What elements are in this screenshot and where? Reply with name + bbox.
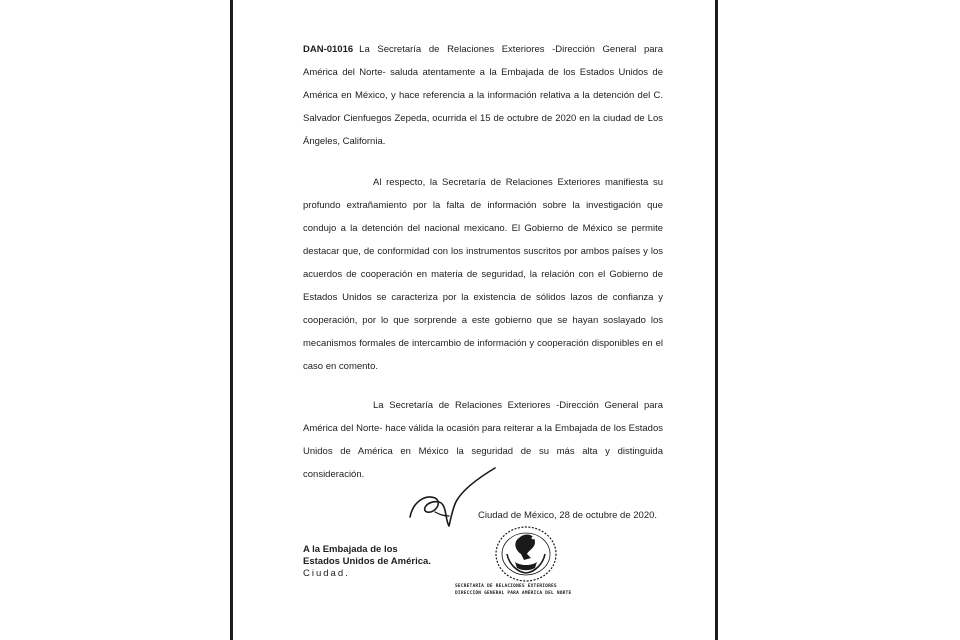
addressee-line-3: Ciudad.: [303, 568, 350, 579]
seal-caption-line-1: SECRETARÍA DE RELACIONES EXTERIORES: [455, 584, 557, 589]
document-reference: DAN-01016: [303, 44, 354, 55]
seal-caption-line-2: DIRECCIÓN GENERAL PARA AMÉRICA DEL NORTE: [455, 591, 572, 596]
addressee-line-1: A la Embajada de los: [303, 544, 398, 555]
seal-caption: [455, 583, 595, 597]
place-date: Ciudad de México, 28 de octubre de 2020.: [478, 510, 658, 521]
paragraph-3-text: La Secretaría de Relaciones Exteriores -Dirección General para América del Norte- hace válida la ocasión para reiterar a la Embajada de los Estados Unidos de América en México la seguridad de su más alta y distinguida consideración.: [303, 400, 663, 480]
paragraph-1: [303, 38, 663, 153]
addressee-line-2: Estados Unidos de América.: [303, 556, 431, 567]
signature: [405, 462, 505, 532]
paragraph-2: [303, 171, 663, 378]
paragraph-1-text: La Secretaría de Relaciones Exteriores -Dirección General para América del Norte- saluda atentamente a la Embajada de los Estados Unidos de América en México, y hace referencia a la información relativa a la detención del C. Salvador Cienfuegos Zepeda, ocurrida el 15 de octubre de 2020 en la ciudad de Los Ángeles, California.: [303, 44, 663, 147]
paragraph-2-text: Al respecto, la Secretaría de Relaciones Exteriores manifiesta su profundo extrañamiento por la falta de información sobre la investigación que condujo a la detención del nacional mexicano. El Gobierno de México se permite destacar que, de conformidad con los instrumentos suscritos por ambos países y los acuerdos de cooperación en materia de seguridad, la relación con el Gobierno de Estados Unidos se caracteriza por la existencia de sólidos lazos de confianza y cooperación, por lo que sorprende a este gobierno que se hayan soslayado los mecanismos formales de intercambio de información y cooperación disponibles en el caso en comento.: [303, 177, 663, 372]
letter-page: [230, 0, 718, 640]
coat-of-arms-seal-icon: [491, 524, 561, 584]
addressee-block: [303, 544, 431, 580]
